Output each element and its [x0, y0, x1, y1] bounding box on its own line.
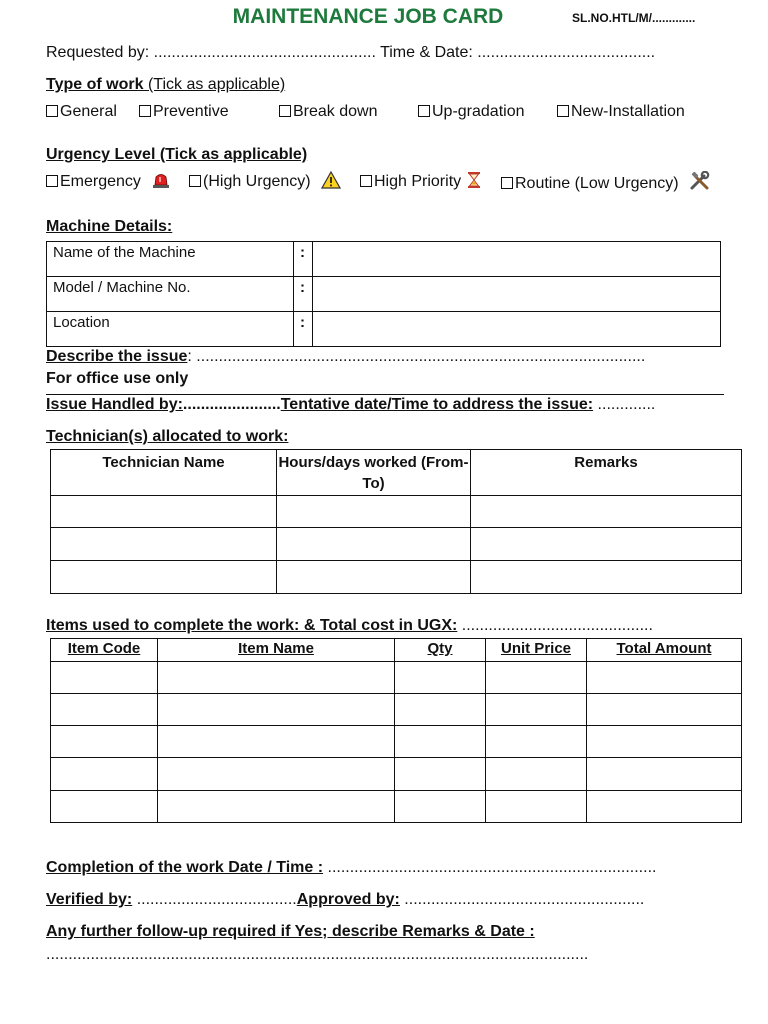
table-cell[interactable] [277, 561, 471, 594]
verified-approved-line [46, 891, 644, 909]
type-upgradation[interactable] [418, 103, 525, 121]
col-technician-name: Technician Name [51, 450, 277, 496]
verified-field[interactable]: .................................... [132, 891, 297, 908]
table-cell[interactable] [51, 561, 277, 594]
checkbox-icon[interactable] [418, 105, 430, 117]
checkbox-icon[interactable] [189, 175, 201, 187]
table-row [51, 758, 742, 791]
describe-issue-label: Describe the issue [46, 348, 188, 365]
issue-handled-line [46, 396, 655, 414]
table-cell[interactable] [158, 791, 395, 823]
table-cell[interactable] [51, 528, 277, 561]
table-cell[interactable] [395, 791, 486, 823]
machine-location-label: Location [47, 312, 294, 347]
urgency-option-label: (High Urgency) [203, 173, 311, 190]
col-hours-worked: Hours/days worked (From-To) [277, 450, 471, 496]
table-row [51, 726, 742, 758]
table-row [47, 242, 721, 277]
table-cell[interactable] [158, 758, 395, 791]
checkbox-icon[interactable] [360, 175, 372, 187]
table-cell[interactable] [587, 726, 742, 758]
describe-issue-field[interactable]: : ..................................................................................................... [187, 348, 646, 365]
table-row [51, 694, 742, 726]
type-option-label: Preventive [153, 103, 229, 120]
urgency-high[interactable] [189, 171, 341, 191]
type-of-work-label: Type of work [46, 76, 144, 93]
completion-line [46, 859, 656, 877]
table-cell[interactable] [486, 758, 587, 791]
type-preventive[interactable] [139, 103, 229, 121]
describe-issue-line [46, 348, 645, 366]
col-item-name: Item Name [158, 639, 395, 662]
completion-field[interactable]: .......................................................................... [323, 859, 657, 876]
urgency-high-priority[interactable] [360, 171, 481, 191]
table-cell[interactable] [158, 662, 395, 694]
table-row [51, 662, 742, 694]
urgency-routine[interactable] [501, 171, 711, 193]
requested-line [46, 44, 655, 62]
table-cell[interactable] [471, 528, 742, 561]
urgency-emergency[interactable] [46, 171, 171, 191]
urgency-option-label: High Priority [374, 173, 462, 190]
time-date-field[interactable]: ........................................ [477, 44, 656, 61]
urgency-heading: Urgency Level (Tick as applicable) [46, 146, 308, 163]
separator: : [294, 277, 313, 312]
table-cell[interactable] [158, 694, 395, 726]
separator: : [294, 242, 313, 277]
requested-field[interactable]: .................................................. [153, 44, 376, 61]
separator: : [294, 312, 313, 347]
table-row [47, 312, 721, 347]
page-title: MAINTENANCE JOB CARD [232, 5, 504, 28]
verified-label: Verified by: [46, 891, 133, 908]
items-table [50, 638, 742, 823]
table-cell[interactable] [277, 496, 471, 528]
table-cell[interactable] [51, 694, 158, 726]
checkbox-icon[interactable] [501, 177, 513, 189]
checkbox-icon[interactable] [279, 105, 291, 117]
type-option-label: General [60, 103, 117, 120]
tentative-date-label: Tentative date/Time to address the issue: [280, 396, 594, 413]
time-date-label: Time & Date: [380, 44, 473, 61]
tools-icon [689, 171, 711, 191]
machine-name-field[interactable] [313, 242, 721, 277]
table-cell[interactable] [277, 528, 471, 561]
items-heading-line [46, 617, 653, 635]
table-cell[interactable] [395, 758, 486, 791]
urgency-option-label: Routine (Low Urgency) [515, 175, 679, 192]
table-cell[interactable] [51, 662, 158, 694]
technicians-heading: Technician(s) allocated to work: [46, 428, 289, 445]
issue-handled-field[interactable]: ...................... [182, 396, 281, 413]
table-cell[interactable] [587, 758, 742, 791]
table-cell[interactable] [158, 726, 395, 758]
col-remarks: Remarks [471, 450, 742, 496]
table-cell[interactable] [51, 496, 277, 528]
issue-handled-label: Issue Handled by: [46, 396, 183, 413]
type-option-label: Up-gradation [432, 103, 525, 120]
table-row [47, 277, 721, 312]
checkbox-icon[interactable] [46, 105, 58, 117]
table-row [51, 528, 742, 561]
requested-label: Requested by: [46, 44, 150, 61]
type-of-work-hint: (Tick as applicable) [147, 76, 286, 93]
items-heading: Items used to complete the work: & Total cost in UGX: [46, 617, 458, 634]
table-cell[interactable] [486, 791, 587, 823]
table-row [51, 791, 742, 823]
completion-label: Completion of the work Date / Time : [46, 859, 324, 876]
followup-label: Any further follow-up required if Yes; describe Remarks & Date : [46, 923, 535, 940]
divider [46, 394, 724, 395]
serial-number: SL.NO.HTL/M/............. [572, 11, 696, 25]
approved-field[interactable]: ...................................................... [399, 891, 645, 908]
checkbox-icon[interactable] [46, 175, 58, 187]
warning-icon [321, 171, 341, 189]
table-cell[interactable] [471, 561, 742, 594]
technicians-table [50, 449, 742, 594]
table-cell[interactable] [395, 726, 486, 758]
table-cell[interactable] [471, 496, 742, 528]
machine-model-field[interactable] [313, 277, 721, 312]
machine-details-heading: Machine Details: [46, 218, 173, 235]
col-total-amount: Total Amount [587, 639, 742, 662]
type-of-work-heading [46, 76, 285, 94]
table-cell[interactable] [486, 726, 587, 758]
table-cell[interactable] [51, 758, 158, 791]
table-cell[interactable] [486, 662, 587, 694]
type-option-label: New-Installation [571, 103, 685, 120]
table-cell[interactable] [587, 662, 742, 694]
followup-field[interactable]: .......................................................................................................................... [46, 946, 589, 963]
table-cell[interactable] [395, 694, 486, 726]
type-new-installation[interactable] [557, 103, 685, 121]
type-breakdown[interactable] [279, 103, 378, 121]
col-qty: Qty [395, 639, 486, 662]
table-row [51, 561, 742, 594]
total-cost-field[interactable]: ........................................... [457, 617, 653, 634]
table-header-row [51, 639, 742, 662]
table-cell[interactable] [486, 694, 587, 726]
checkbox-icon[interactable] [139, 105, 151, 117]
table-cell[interactable] [587, 791, 742, 823]
table-row [51, 496, 742, 528]
table-header-row [51, 450, 742, 496]
checkbox-icon[interactable] [557, 105, 569, 117]
table-cell[interactable] [587, 694, 742, 726]
table-cell[interactable] [51, 791, 158, 823]
machine-model-label: Model / Machine No. [47, 277, 294, 312]
col-item-code: Item Code [51, 639, 158, 662]
approved-label: Approved by: [296, 891, 400, 908]
tentative-date-field[interactable]: ............. [593, 396, 656, 413]
office-use-heading: For office use only [46, 370, 189, 387]
table-cell[interactable] [51, 726, 158, 758]
table-cell[interactable] [395, 662, 486, 694]
machine-location-field[interactable] [313, 312, 721, 347]
siren-icon [151, 171, 171, 189]
hourglass-icon [467, 171, 481, 189]
urgency-option-label: Emergency [60, 173, 141, 190]
machine-details-table [46, 241, 721, 347]
col-unit-price: Unit Price [486, 639, 587, 662]
type-general[interactable] [46, 103, 117, 121]
machine-name-label: Name of the Machine [47, 242, 294, 277]
type-option-label: Break down [293, 103, 378, 120]
